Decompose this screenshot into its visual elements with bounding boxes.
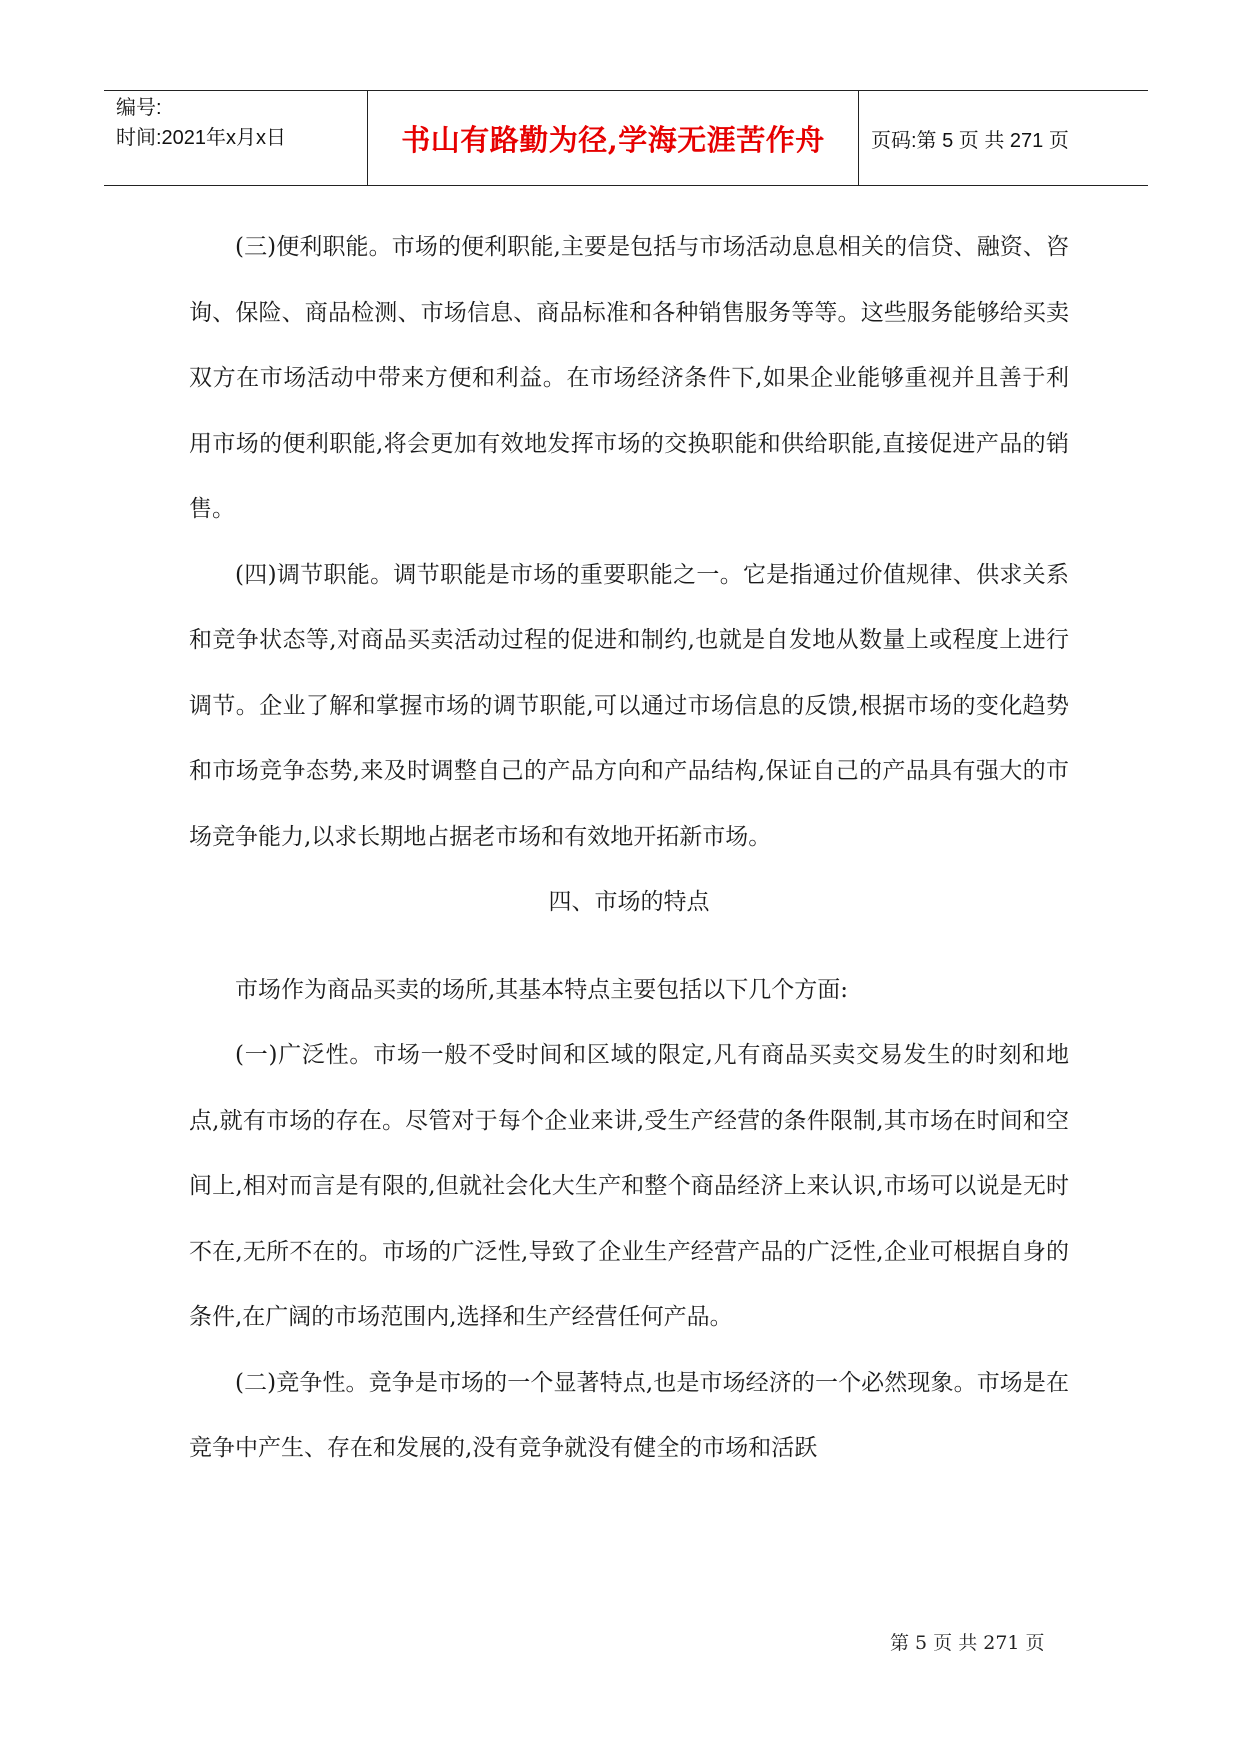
paragraph-universality: (一)广泛性。市场一般不受时间和区域的限定,凡有商品买卖交易发生的时刻和地点,就有市场的存在。尽管对于每个企业来讲,受生产经营的条件限制,其市场在时间和空间上,相对而言是有限的,但就社会化大生产和整个商品经济上来认识,市场可以说是无时不在,无所不在的。市场的广泛性,导致了企业生产经营产品的广泛性,企业可根据自身的条件,在广阔的市场范围内,选择和生产经营任何产品。	[189, 1042, 1069, 1330]
header-info-cell	[104, 91, 368, 185]
page-header	[104, 90, 1148, 186]
section-heading: 四、市场的特点	[548, 889, 710, 915]
paragraph-regulation-function: (四)调节职能。调节职能是市场的重要职能之一。它是指通过价值规律、供求关系和竞争状态等,对商品买卖活动过程的促进和制约,也就是自发地从数量上或程度上进行调节。企业了解和掌握市场的调节职能,可以通过市场信息的反馈,根据市场的变化趋势和市场竞争态势,来及时调整自己的产品方向和产品结构,保证自己的产品具有强大的市场竞争能力,以求长期地占据老市场和有效地开拓新市场。	[189, 561, 1069, 850]
document-time-label: 时间:2021年x月x日	[116, 127, 287, 149]
document-number-label: 编号:	[116, 97, 162, 119]
paragraph-convenience-function: (三)便利职能。市场的便利职能,主要是包括与市场活动息息相关的信贷、融资、咨询、保险、商品检测、市场信息、商品标准和各种销售服务等等。这些服务能够给买卖双方在市场活动中带来方便和利益。在市场经济条件下,如果企业能够重视并且善于利用市场的便利职能,将会更加有效地发挥市场的交换职能和供给职能,直接促进产品的销售。	[189, 234, 1069, 522]
page-footer-number: 第 5 页 共 271 页	[890, 1632, 1045, 1654]
header-page-code: 页码:第 5 页 共 271 页	[871, 129, 1069, 152]
header-motto: 书山有路勤为径,学海无涯苦作舟	[368, 91, 859, 185]
paragraph-competitiveness: (二)竞争性。竞争是市场的一个显著特点,也是市场经济的一个必然现象。市场是在竞争中产生、存在和发展的,没有竞争就没有健全的市场和活跃	[189, 1369, 1069, 1461]
paragraph-intro-features: 市场作为商品买卖的场所,其基本特点主要包括以下几个方面:	[235, 976, 849, 1003]
document-body	[189, 215, 1069, 1482]
